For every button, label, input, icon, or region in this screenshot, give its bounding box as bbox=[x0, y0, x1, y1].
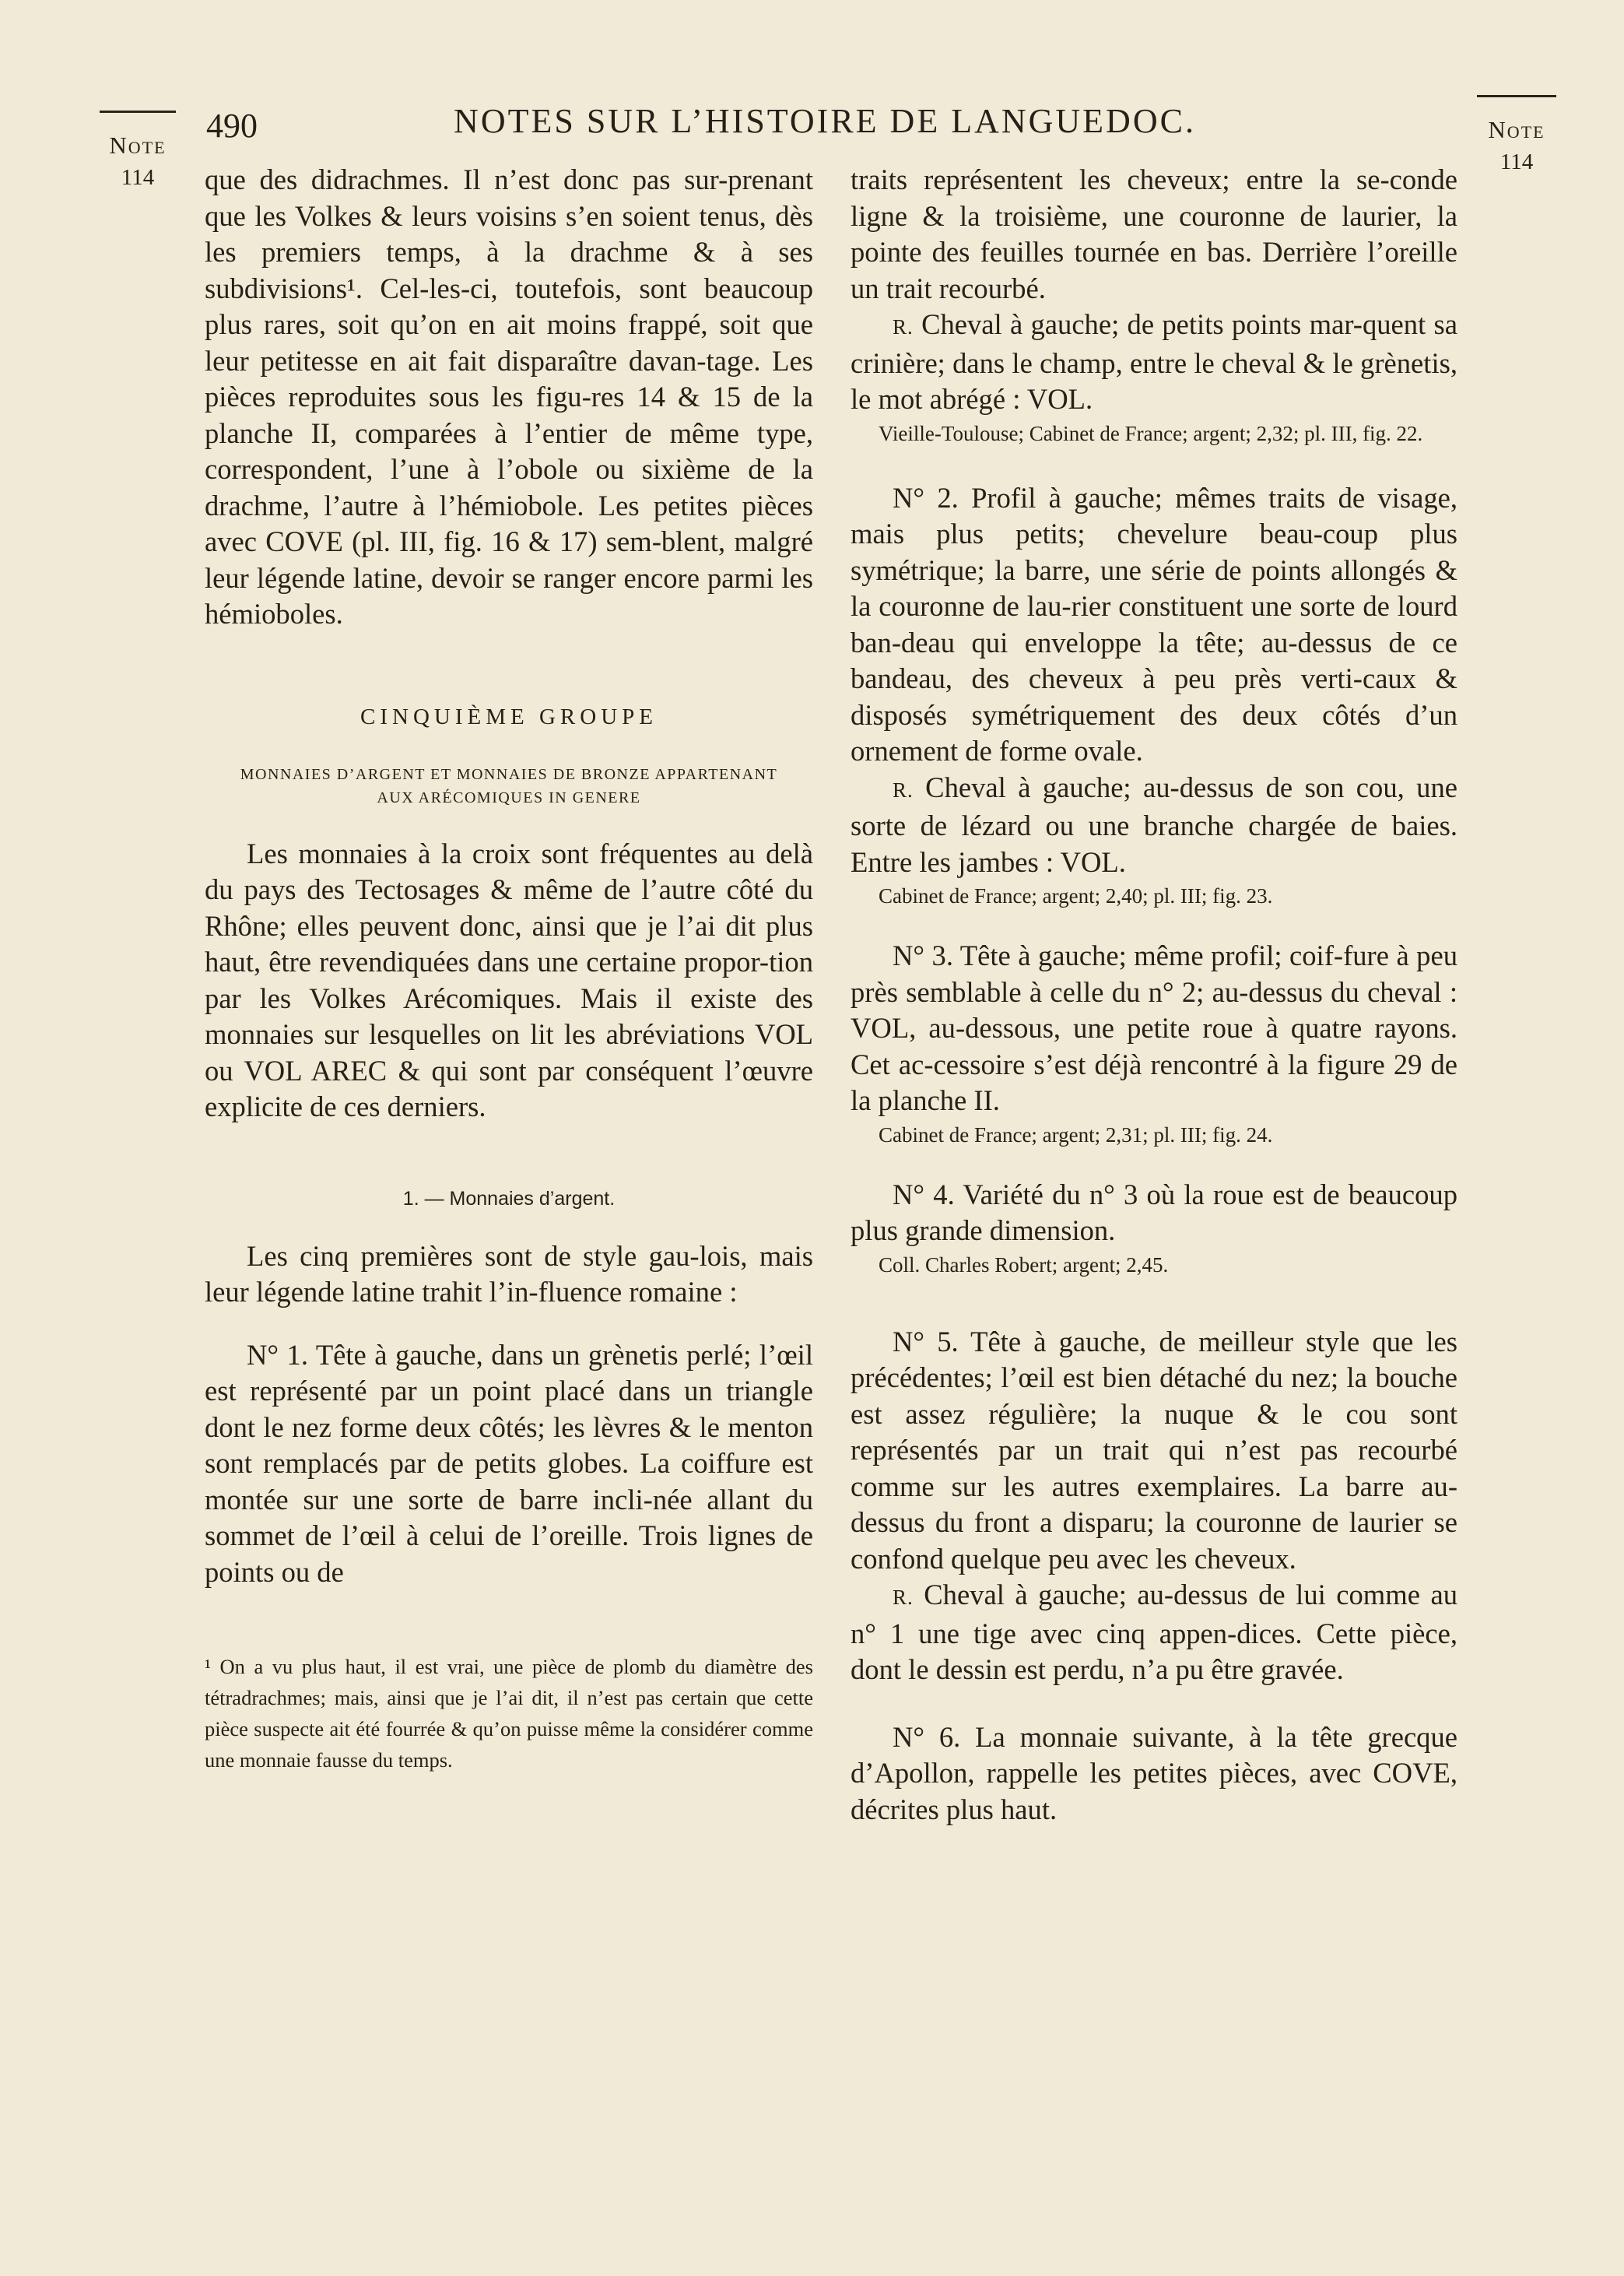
group-subtitle-line2: AUX ARÉCOMIQUES IN GENERE bbox=[377, 789, 641, 806]
reverse-label: R. bbox=[893, 778, 914, 802]
entry-no4: N° 4. Variété du n° 3 où la roue est de beaucoup plus grande dimension. bbox=[851, 1178, 1457, 1246]
entry-no1-continued: traits représentent les cheveux; entre la se-conde ligne & la troisième, une couronne de laurier, la pointe des feuilles tournée en bas. Derrière l’oreille un trait recourbé. bbox=[851, 163, 1457, 304]
margin-rule bbox=[1477, 95, 1556, 97]
margin-note-number: 114 bbox=[121, 165, 155, 190]
left-column bbox=[205, 162, 813, 1775]
group-subtitle-line1: MONNAIES D’ARGENT ET MONNAIES DE BRONZE APPARTENANT bbox=[240, 765, 778, 783]
page-number: 490 bbox=[206, 107, 258, 145]
entry-no2: N° 2. Profil à gauche; mêmes traits de visage, mais plus petits; chevelure beau-coup plus symétrique; la barre, une série de points allongés & la couronne de lau-rier constituent une sorte de lourd ban-deau qui enveloppe la tête; au-dessus de ce bandeau, des cheveux à peu près verti-caux & disposés symétriquement des deux côtés d’un ornement de forme ovale. bbox=[851, 481, 1457, 767]
entry-no5: N° 5. Tête à gauche, de meilleur style que les précédentes; l’œil est bien détaché du nez; la bouche est assez régulière; la nuque & le cou sont représentés par un trait qui n’est pas recourbé comme sur les autres exemplaires. La barre au-dessus du front a disparu; la couronne de laurier se confond quelque peu avec les cheveux. bbox=[851, 1325, 1457, 1575]
reverse-text: Cheval à gauche; au-dessus de son cou, une sorte de lézard ou une branche chargée de baies. Entre les jambes : VOL. bbox=[851, 771, 1457, 878]
entry-no3: N° 3. Tête à gauche; même profil; coif-fure à peu près semblable à celle du n° 2; au-dessus du cheval : VOL, au-dessous, une petite roue à quatre rayons. Cet ac-cessoire s’est déjà rencontré à la figure 29 de la planche II. bbox=[851, 940, 1457, 1116]
entry-no3-citation: Cabinet de France; argent; 2,31; pl. III; fig. 24. bbox=[879, 1122, 1273, 1147]
entry-label: N° 1. bbox=[247, 1338, 308, 1371]
reverse-label: R. bbox=[893, 315, 914, 339]
section-heading: 1. — Monnaies d’argent. bbox=[402, 1187, 616, 1210]
entry-no1-reverse bbox=[851, 307, 1457, 418]
entry-no2-citation: Cabinet de France; argent; 2,40; pl. III; fig. 23. bbox=[879, 884, 1273, 908]
margin-note-left bbox=[100, 111, 176, 189]
entry-no4-citation: Coll. Charles Robert; argent; 2,45. bbox=[879, 1252, 1169, 1277]
right-column bbox=[851, 162, 1457, 1828]
reverse-text: Cheval à gauche; de petits points mar-quent sa crinière; dans le champ, entre le cheval & le grènetis, le mot abrégé : VOL. bbox=[851, 308, 1457, 415]
margin-note-word: Note bbox=[109, 132, 167, 159]
entry-no5-reverse bbox=[851, 1577, 1457, 1688]
entry-no1-citation: Vieille-Toulouse; Cabinet de France; argent; 2,32; pl. III, fig. 22. bbox=[879, 421, 1423, 445]
paragraph-croix: Les monnaies à la croix sont fréquentes au delà du pays des Tectosages & même de l’autre côté du Rhône; elles peuvent donc, ainsi que je l’ai dit plus haut, être revendiquées dans une certaine propor-tion par les Volkes Arécomiques. Mais il existe des monnaies sur lesquelles on lit les abréviations VOL ou VOL AREC & qui sont par conséquent l’œuvre explicite de ces derniers. bbox=[205, 837, 813, 1122]
entry-no1 bbox=[205, 1337, 813, 1591]
group-title: CINQUIÈME GROUPE bbox=[360, 704, 658, 729]
reverse-label: R. bbox=[893, 1586, 914, 1609]
margin-rule bbox=[100, 111, 176, 113]
margin-note-right bbox=[1477, 95, 1556, 174]
entry-text: Tête à gauche, dans un grènetis perlé; l’œil est représenté par un point placé dans un triangle dont le nez forme deux côtés; les lèvres & le menton sont remplacés par de petits globes. La coiffure est montée sur une sorte de barre incli-née allant du sommet de l’œil à celui de l’oreille. Trois lignes de points ou de bbox=[205, 1338, 813, 1588]
margin-note-number: 114 bbox=[1499, 149, 1534, 174]
paragraph-cinq: Les cinq premières sont de style gau-lois, mais leur légende latine trahit l’in-fluence romaine : bbox=[205, 1239, 813, 1308]
running-title: NOTES SUR L’HISTOIRE DE LANGUEDOC. bbox=[454, 102, 1196, 140]
margin-note-word: Note bbox=[1488, 116, 1545, 143]
paragraph-intro: que des didrachmes. Il n’est donc pas sur-prenant que les Volkes & leurs voisins s’en soient tenus, dès les premiers temps, à la drachme & à ses subdivisions¹. Cel-les-ci, toutefois, sont beaucoup plus rares, soit qu’on en ait moins frappé, soit que leur petitesse en ait fait disparaître davan-tage. Les pièces reproduites sous les figu-res 14 & 15 de la planche II, comparées à l’entier de même type, correspondent, l’une à l’obole ou sixième de la drachme, l’autre à l’hémiobole. Les petites pièces avec COVE (pl. III, fig. 16 & 17) sem-blent, malgré leur légende latine, devoir se ranger encore parmi les hémioboles. bbox=[205, 163, 813, 630]
reverse-text: Cheval à gauche; au-dessus de lui comme au n° 1 une tige avec cinq appen-dices. Cette pièce, dont le dessin est perdu, n’a pu être gravée. bbox=[851, 1579, 1457, 1685]
entry-no2-reverse bbox=[851, 770, 1457, 881]
footnote: ¹ On a vu plus haut, il est vrai, une pièce de plomb du diamètre des tétradrachmes; mais, ainsi que je l’ai dit, il n’est pas certain que cette pièce suspecte ait été fourrée & qu’on puisse même la considérer comme une monnaie fausse du temps. bbox=[205, 1655, 813, 1772]
entry-no6: N° 6. La monnaie suivante, à la tête grecque d’Apollon, rappelle les petites pièces, avec COVE, décrites plus haut. bbox=[851, 1720, 1457, 1825]
